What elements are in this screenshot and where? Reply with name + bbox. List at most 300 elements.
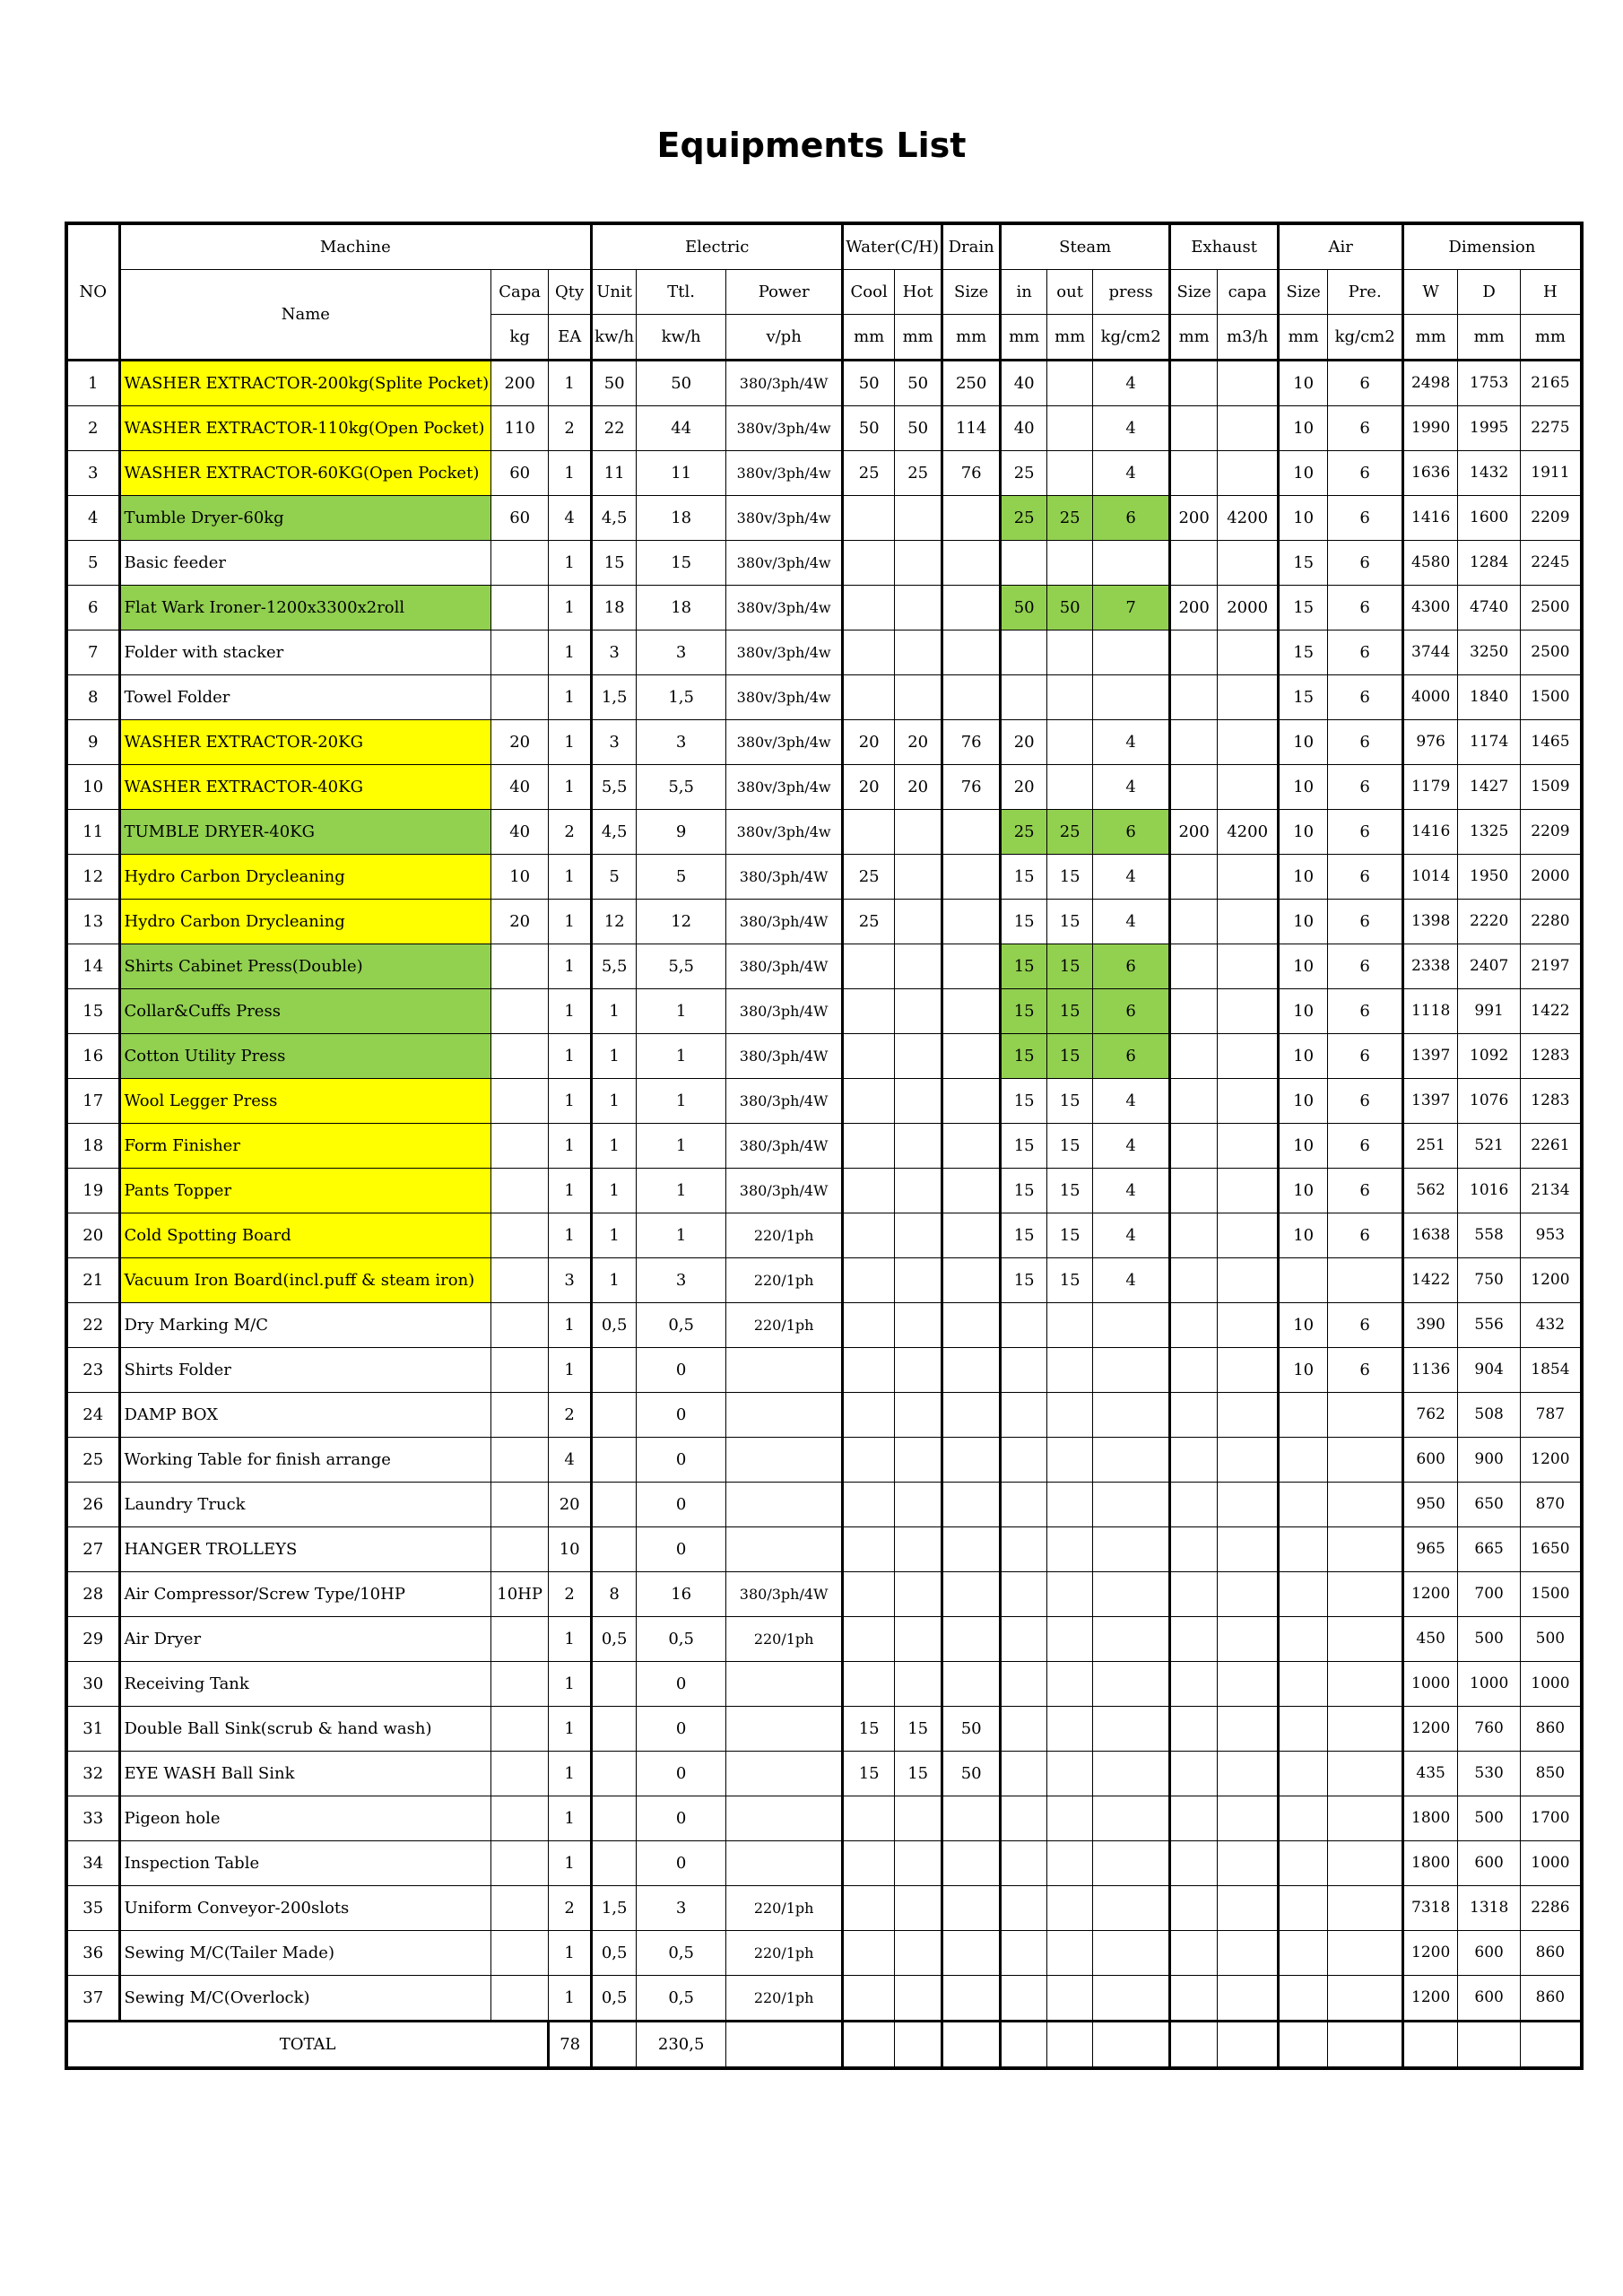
exhaust-capa: [1218, 1393, 1279, 1438]
water-cool: [843, 1617, 895, 1662]
elec-ttl: 0,5: [637, 1931, 726, 1976]
power: [726, 1527, 843, 1572]
capa: 60: [491, 451, 549, 496]
row-no: 17: [66, 1079, 119, 1124]
exhaust-capa: [1218, 989, 1279, 1034]
elec-ttl: 44: [637, 406, 726, 451]
qty: 1: [549, 1617, 592, 1662]
steam-in: 20: [1001, 765, 1047, 810]
steam-press: 4: [1093, 855, 1170, 900]
steam-in: [1001, 1707, 1047, 1752]
air-size: [1279, 1617, 1328, 1662]
exhaust-size: [1170, 451, 1218, 496]
air-size: 10: [1279, 900, 1328, 944]
elec-ttl: 1: [637, 989, 726, 1034]
table-header: [66, 223, 1582, 361]
exhaust-capa: [1218, 541, 1279, 586]
steam-press: [1093, 1931, 1170, 1976]
qty: 1: [549, 1707, 592, 1752]
water-hot: [895, 1841, 942, 1886]
header-name: Name: [119, 270, 491, 361]
exhaust-capa: 4200: [1218, 496, 1279, 541]
air-pre: 6: [1328, 451, 1403, 496]
dim-h: 2000: [1521, 855, 1582, 900]
qty: 1: [549, 451, 592, 496]
water-hot: [895, 1079, 942, 1124]
dim-d: 1000: [1458, 1662, 1521, 1707]
power: 380/3ph/4W: [726, 855, 843, 900]
row-no: 37: [66, 1976, 119, 2022]
water-hot: [895, 1886, 942, 1931]
item-name: Inspection Table: [119, 1841, 491, 1886]
exhaust-size: [1170, 989, 1218, 1034]
dim-h: 2280: [1521, 900, 1582, 944]
qty: 1: [549, 541, 592, 586]
steam-in: [1001, 1841, 1047, 1886]
row-no: 26: [66, 1483, 119, 1527]
exhaust-size: [1170, 855, 1218, 900]
air-pre: 6: [1328, 496, 1403, 541]
water-hot: [895, 1213, 942, 1258]
drain-size: 250: [942, 361, 1001, 406]
air-size: [1279, 1258, 1328, 1303]
elec-ttl: 0: [637, 1707, 726, 1752]
capa: [491, 1752, 549, 1796]
elec-unit: [592, 1438, 637, 1483]
row-no: 34: [66, 1841, 119, 1886]
header-sub: Qty: [549, 270, 592, 315]
table-row: [66, 675, 1582, 720]
table-row: [66, 1303, 1582, 1348]
qty: 1: [549, 1796, 592, 1841]
table-row: [66, 1841, 1582, 1886]
capa: [491, 1841, 549, 1886]
table-row: [66, 1034, 1582, 1079]
exhaust-size: [1170, 631, 1218, 675]
dim-h: 432: [1521, 1303, 1582, 1348]
capa: [491, 1079, 549, 1124]
water-cool: 50: [843, 406, 895, 451]
header-sub: Hot: [895, 270, 942, 315]
elec-unit: [592, 1348, 637, 1393]
dim-w: 1200: [1403, 1572, 1458, 1617]
drain-size: 76: [942, 720, 1001, 765]
air-size: 10: [1279, 451, 1328, 496]
capa: [491, 1258, 549, 1303]
water-hot: [895, 675, 942, 720]
steam-out: [1047, 1976, 1093, 2022]
water-hot: [895, 1976, 942, 2022]
capa: 200: [491, 361, 549, 406]
air-size: 10: [1279, 720, 1328, 765]
capa: [491, 1169, 549, 1213]
dim-h: 2197: [1521, 944, 1582, 989]
water-cool: [843, 1124, 895, 1169]
dim-d: 700: [1458, 1572, 1521, 1617]
air-size: [1279, 1527, 1328, 1572]
header-sub: Power: [726, 270, 843, 315]
dim-h: 1911: [1521, 451, 1582, 496]
elec-unit: 5,5: [592, 765, 637, 810]
page-title: Equipments List: [656, 126, 967, 165]
drain-size: [942, 631, 1001, 675]
air-size: 15: [1279, 631, 1328, 675]
air-size: 10: [1279, 406, 1328, 451]
table-row: [66, 496, 1582, 541]
dim-d: 500: [1458, 1617, 1521, 1662]
item-name: Cotton Utility Press: [119, 1034, 491, 1079]
header-unit: v/ph: [726, 315, 843, 361]
row-no: 27: [66, 1527, 119, 1572]
dim-w: 7318: [1403, 1886, 1458, 1931]
item-name: Shirts Cabinet Press(Double): [119, 944, 491, 989]
exhaust-size: [1170, 944, 1218, 989]
water-hot: [895, 541, 942, 586]
qty: 2: [549, 1393, 592, 1438]
dim-h: 2275: [1521, 406, 1582, 451]
steam-press: [1093, 1572, 1170, 1617]
drain-size: [942, 1617, 1001, 1662]
dim-d: 600: [1458, 1976, 1521, 2022]
air-size: [1279, 1662, 1328, 1707]
item-name: Shirts Folder: [119, 1348, 491, 1393]
air-size: 10: [1279, 855, 1328, 900]
elec-ttl: 0: [637, 1527, 726, 1572]
steam-out: [1047, 765, 1093, 810]
air-pre: [1328, 1752, 1403, 1796]
steam-in: [1001, 1886, 1047, 1931]
steam-in: 15: [1001, 989, 1047, 1034]
capa: [491, 541, 549, 586]
steam-in: 15: [1001, 1124, 1047, 1169]
dim-w: 4300: [1403, 586, 1458, 631]
water-hot: 15: [895, 1707, 942, 1752]
dim-h: 1200: [1521, 1258, 1582, 1303]
power: [726, 1662, 843, 1707]
qty: 1: [549, 1752, 592, 1796]
steam-out: 15: [1047, 1169, 1093, 1213]
water-hot: [895, 631, 942, 675]
dim-d: 760: [1458, 1707, 1521, 1752]
header-unit: mm: [1521, 315, 1582, 361]
drain-size: [942, 1213, 1001, 1258]
table-row: [66, 1527, 1582, 1572]
exhaust-capa: [1218, 1258, 1279, 1303]
exhaust-size: [1170, 1213, 1218, 1258]
exhaust-size: [1170, 1169, 1218, 1213]
water-cool: [843, 1213, 895, 1258]
air-pre: 6: [1328, 855, 1403, 900]
dim-d: 1174: [1458, 720, 1521, 765]
steam-press: 4: [1093, 1169, 1170, 1213]
dim-d: 521: [1458, 1124, 1521, 1169]
dim-w: 965: [1403, 1527, 1458, 1572]
air-pre: 6: [1328, 406, 1403, 451]
header-unit: mm: [942, 315, 1001, 361]
qty: 4: [549, 496, 592, 541]
qty: 1: [549, 989, 592, 1034]
dim-w: 1200: [1403, 1976, 1458, 2022]
dim-w: 390: [1403, 1303, 1458, 1348]
air-pre: [1328, 1393, 1403, 1438]
dim-d: 600: [1458, 1841, 1521, 1886]
dim-h: 1509: [1521, 765, 1582, 810]
qty: 1: [549, 361, 592, 406]
header-sub: Unit: [592, 270, 637, 315]
drain-size: [942, 1258, 1001, 1303]
steam-press: [1093, 1438, 1170, 1483]
table-row: [66, 1079, 1582, 1124]
header-sub: in: [1001, 270, 1047, 315]
elec-ttl: 0: [637, 1841, 726, 1886]
table-row: [66, 1976, 1582, 2022]
water-cool: [843, 1886, 895, 1931]
water-hot: [895, 1438, 942, 1483]
exhaust-size: 200: [1170, 586, 1218, 631]
power: [726, 1348, 843, 1393]
capa: [491, 1483, 549, 1527]
capa: [491, 1124, 549, 1169]
elec-unit: 22: [592, 406, 637, 451]
exhaust-capa: [1218, 675, 1279, 720]
water-hot: [895, 1034, 942, 1079]
exhaust-capa: [1218, 1483, 1279, 1527]
drain-size: [942, 1796, 1001, 1841]
capa: 40: [491, 810, 549, 855]
steam-press: 7: [1093, 586, 1170, 631]
capa: [491, 1348, 549, 1393]
air-pre: [1328, 1886, 1403, 1931]
steam-in: 15: [1001, 1258, 1047, 1303]
power: 380v/3ph/4w: [726, 675, 843, 720]
dim-d: 1325: [1458, 810, 1521, 855]
header-electric: Electric: [592, 223, 843, 270]
air-pre: [1328, 1707, 1403, 1752]
steam-press: 6: [1093, 496, 1170, 541]
steam-out: [1047, 1752, 1093, 1796]
table-row: [66, 1572, 1582, 1617]
elec-ttl: 5,5: [637, 765, 726, 810]
steam-out: [1047, 1572, 1093, 1617]
steam-press: [1093, 1796, 1170, 1841]
exhaust-capa: [1218, 631, 1279, 675]
water-hot: [895, 944, 942, 989]
header-water: Water(C/H): [843, 223, 942, 270]
air-size: [1279, 1886, 1328, 1931]
steam-out: 15: [1047, 1124, 1093, 1169]
exhaust-capa: [1218, 361, 1279, 406]
header-unit: mm: [1458, 315, 1521, 361]
exhaust-capa: [1218, 1752, 1279, 1796]
power: 380v/3ph/4w: [726, 406, 843, 451]
elec-unit: 0,5: [592, 1931, 637, 1976]
steam-in: 15: [1001, 1169, 1047, 1213]
power: 380/3ph/4W: [726, 1034, 843, 1079]
water-cool: [843, 1483, 895, 1527]
steam-in: 15: [1001, 1034, 1047, 1079]
steam-in: 15: [1001, 1213, 1047, 1258]
capa: [491, 1931, 549, 1976]
dim-d: 750: [1458, 1258, 1521, 1303]
table-body: [66, 361, 1582, 2022]
elec-ttl: 0: [637, 1483, 726, 1527]
table-row: [66, 406, 1582, 451]
steam-in: 15: [1001, 944, 1047, 989]
qty: 1: [549, 1079, 592, 1124]
dim-w: 1800: [1403, 1796, 1458, 1841]
item-name: WASHER EXTRACTOR-60KG(Open Pocket): [119, 451, 491, 496]
steam-press: 4: [1093, 1213, 1170, 1258]
qty: 2: [549, 1572, 592, 1617]
table-row: [66, 1169, 1582, 1213]
steam-in: 15: [1001, 855, 1047, 900]
elec-unit: 0,5: [592, 1976, 637, 2022]
qty: 1: [549, 1213, 592, 1258]
dim-d: 900: [1458, 1438, 1521, 1483]
header-air: Air: [1279, 223, 1403, 270]
elec-unit: 3: [592, 720, 637, 765]
drain-size: 76: [942, 765, 1001, 810]
water-cool: [843, 810, 895, 855]
header-sub: Ttl.: [637, 270, 726, 315]
elec-ttl: 0,5: [637, 1976, 726, 2022]
steam-out: [1047, 631, 1093, 675]
steam-press: [1093, 541, 1170, 586]
dim-h: 2500: [1521, 586, 1582, 631]
exhaust-capa: [1218, 1034, 1279, 1079]
capa: [491, 1527, 549, 1572]
capa: [491, 944, 549, 989]
dim-d: 1427: [1458, 765, 1521, 810]
header-unit: mm: [895, 315, 942, 361]
dim-d: 1840: [1458, 675, 1521, 720]
item-name: Sewing M/C(Tailer Made): [119, 1931, 491, 1976]
steam-in: 15: [1001, 900, 1047, 944]
table-row: [66, 1662, 1582, 1707]
dim-h: 1000: [1521, 1841, 1582, 1886]
air-pre: [1328, 1527, 1403, 1572]
row-no: 6: [66, 586, 119, 631]
dim-d: 1016: [1458, 1169, 1521, 1213]
exhaust-capa: [1218, 1886, 1279, 1931]
power: 380v/3ph/4w: [726, 586, 843, 631]
steam-press: 4: [1093, 900, 1170, 944]
drain-size: 76: [942, 451, 1001, 496]
steam-press: [1093, 1886, 1170, 1931]
steam-press: [1093, 1527, 1170, 1572]
capa: [491, 1617, 549, 1662]
header-unit: EA: [549, 315, 592, 361]
water-hot: 50: [895, 406, 942, 451]
item-name: Basic feeder: [119, 541, 491, 586]
item-name: Dry Marking M/C: [119, 1303, 491, 1348]
drain-size: [942, 1662, 1001, 1707]
elec-unit: 50: [592, 361, 637, 406]
steam-out: 25: [1047, 810, 1093, 855]
dim-h: 1283: [1521, 1034, 1582, 1079]
air-pre: [1328, 1931, 1403, 1976]
power: [726, 1483, 843, 1527]
steam-out: 50: [1047, 586, 1093, 631]
air-size: 10: [1279, 989, 1328, 1034]
drain-size: [942, 1976, 1001, 2022]
steam-out: [1047, 1886, 1093, 1931]
dim-w: 762: [1403, 1393, 1458, 1438]
drain-size: [942, 810, 1001, 855]
power: [726, 1438, 843, 1483]
dim-d: 1995: [1458, 406, 1521, 451]
exhaust-capa: [1218, 1707, 1279, 1752]
water-cool: [843, 944, 895, 989]
air-pre: 6: [1328, 765, 1403, 810]
header-sub: Pre.: [1328, 270, 1403, 315]
air-pre: [1328, 1617, 1403, 1662]
exhaust-size: [1170, 1393, 1218, 1438]
water-cool: [843, 1079, 895, 1124]
elec-ttl: 0: [637, 1438, 726, 1483]
capa: [491, 675, 549, 720]
water-hot: [895, 1303, 942, 1348]
table-row: [66, 1931, 1582, 1976]
air-pre: 6: [1328, 900, 1403, 944]
steam-out: 15: [1047, 1213, 1093, 1258]
steam-in: [1001, 1931, 1047, 1976]
power: 220/1ph: [726, 1258, 843, 1303]
steam-press: 4: [1093, 451, 1170, 496]
qty: 10: [549, 1527, 592, 1572]
steam-press: 6: [1093, 1034, 1170, 1079]
qty: 1: [549, 944, 592, 989]
water-cool: 20: [843, 765, 895, 810]
steam-press: [1093, 1752, 1170, 1796]
exhaust-size: [1170, 1752, 1218, 1796]
total-qty: 78: [549, 2022, 592, 2069]
qty: 1: [549, 765, 592, 810]
steam-press: [1093, 1841, 1170, 1886]
steam-press: [1093, 1393, 1170, 1438]
steam-press: [1093, 1617, 1170, 1662]
dim-h: 870: [1521, 1483, 1582, 1527]
exhaust-size: [1170, 1796, 1218, 1841]
row-no: 23: [66, 1348, 119, 1393]
elec-unit: 1: [592, 1034, 637, 1079]
steam-out: [1047, 406, 1093, 451]
water-cool: [843, 1348, 895, 1393]
table-row: [66, 631, 1582, 675]
exhaust-size: [1170, 1527, 1218, 1572]
table-footer: [66, 2022, 1582, 2069]
header-sub: Size: [1279, 270, 1328, 315]
qty: 1: [549, 1169, 592, 1213]
item-name: Laundry Truck: [119, 1483, 491, 1527]
table-row: [66, 855, 1582, 900]
dim-w: 1000: [1403, 1662, 1458, 1707]
header-unit: mm: [1403, 315, 1458, 361]
steam-out: [1047, 361, 1093, 406]
exhaust-capa: [1218, 1931, 1279, 1976]
row-no: 14: [66, 944, 119, 989]
drain-size: [942, 541, 1001, 586]
power: 380/3ph/4W: [726, 361, 843, 406]
power: [726, 1841, 843, 1886]
capa: 10HP: [491, 1572, 549, 1617]
steam-out: 15: [1047, 1034, 1093, 1079]
header-sub: D: [1458, 270, 1521, 315]
dim-w: 1990: [1403, 406, 1458, 451]
row-no: 4: [66, 496, 119, 541]
capa: [491, 1303, 549, 1348]
table-row: [66, 1796, 1582, 1841]
